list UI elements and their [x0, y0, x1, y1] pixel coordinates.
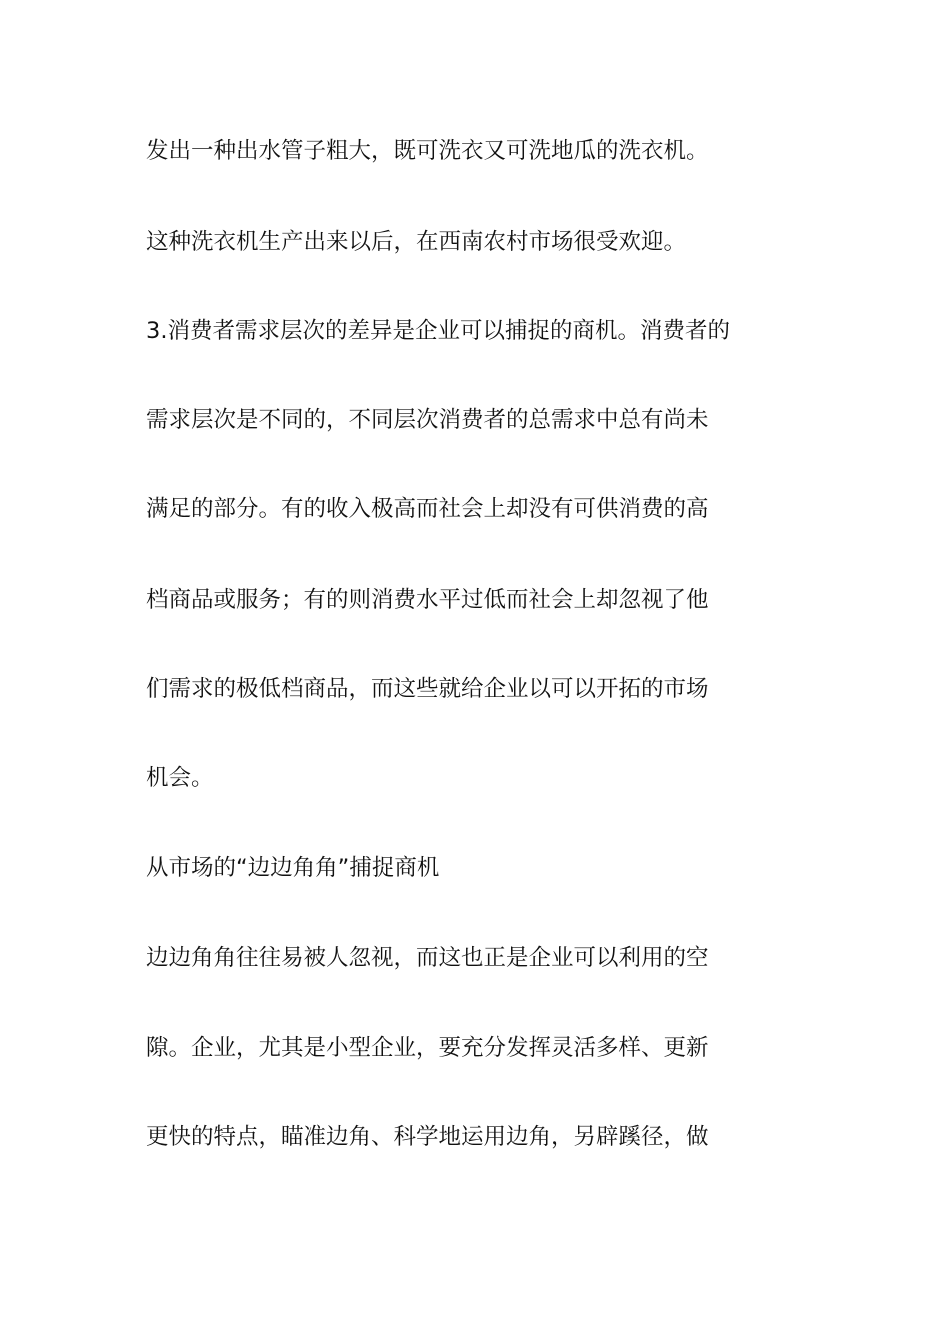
paragraph-line: 们需求的极低档商品，而这些就给企业以可以开拓的市场	[146, 676, 709, 702]
paragraph-line: 发出一种出水管子粗大，既可洗衣又可洗地瓜的洗衣机。	[146, 138, 709, 164]
paragraph-line: 边边角角往往易被人忽视，而这也正是企业可以利用的空	[146, 945, 709, 971]
paragraph-line: 机会。	[146, 765, 214, 791]
paragraph-line: 需求层次是不同的，不同层次消费者的总需求中总有尚未	[146, 407, 709, 433]
paragraph-line: 这种洗衣机生产出来以后，在西南农村市场很受欢迎。	[146, 229, 687, 255]
paragraph-line: 档商品或服务；有的则消费水平过低而社会上却忽视了他	[146, 587, 709, 613]
section-heading: 从市场的“边边角角”捕捉商机	[146, 855, 440, 881]
paragraph-line: 3.消费者需求层次的差异是企业可以捕捉的商机。消费者的	[146, 318, 730, 344]
paragraph-line: 隙。企业，尤其是小型企业，要充分发挥灵活多样、更新	[146, 1035, 709, 1061]
paragraph-line: 更快的特点，瞄准边角、科学地运用边角，另辟蹊径，做	[146, 1124, 709, 1150]
paragraph-line: 满足的部分。有的收入极高而社会上却没有可供消费的高	[146, 496, 709, 522]
